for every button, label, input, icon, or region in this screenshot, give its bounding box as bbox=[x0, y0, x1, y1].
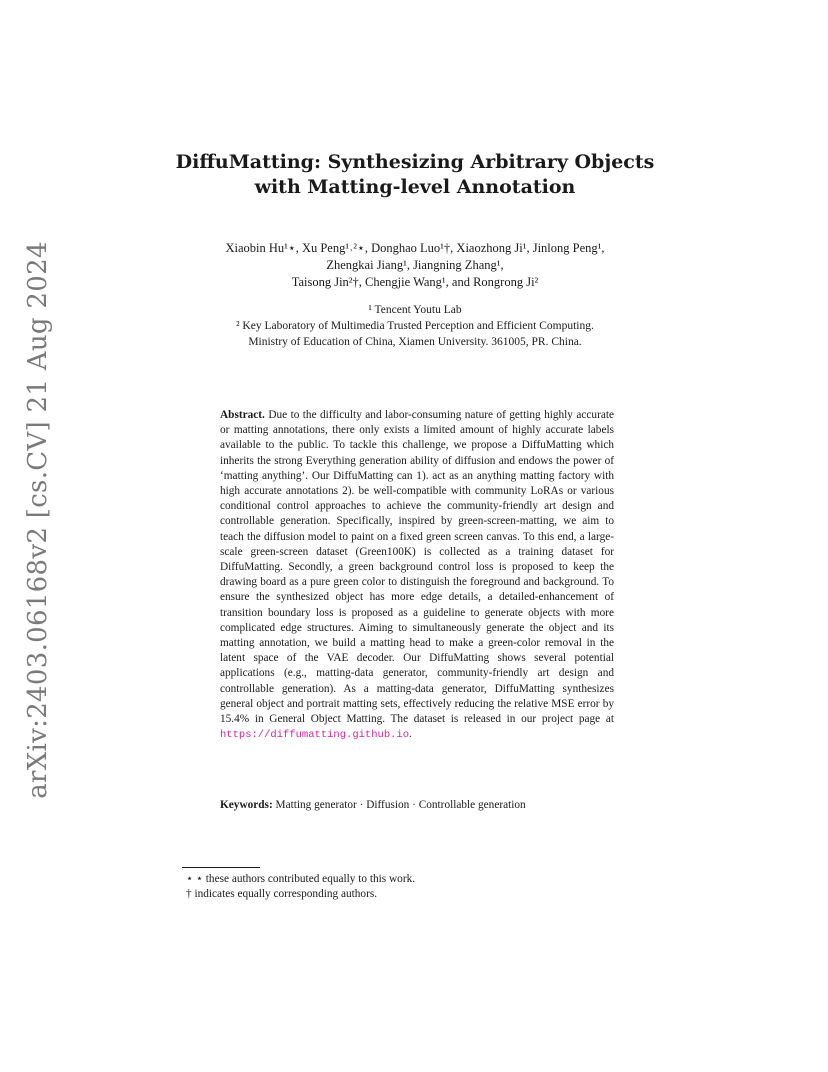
arxiv-side-stamp bbox=[18, 241, 58, 799]
project-page-link[interactable]: https://diffumatting.github.io bbox=[220, 729, 410, 742]
footnote-corresponding: † indicates equally corresponding authors. bbox=[186, 887, 378, 900]
arxiv-identifier: arXiv:2403.06168v2 [cs.CV] 21 Aug 2024 bbox=[23, 241, 54, 799]
footnote-equal-contribution: ⋆ ⋆ these authors contributed equally to this work. bbox=[186, 873, 416, 885]
title-line-1: DiffuMatting: Synthesizing Arbitrary Objects bbox=[175, 151, 655, 173]
affiliations bbox=[150, 302, 680, 350]
keywords bbox=[220, 798, 614, 813]
affiliation-line-1: ¹ Tencent Youtu Lab bbox=[368, 304, 462, 316]
footnotes bbox=[186, 872, 626, 901]
abstract-label: Abstract. bbox=[220, 409, 265, 421]
affiliation-line-2: ² Key Laboratory of Multimedia Trusted Perception and Efficient Computing. bbox=[236, 320, 594, 332]
author-list bbox=[150, 240, 680, 291]
author-line-1: Xiaobin Hu¹⋆, Xu Peng¹˒²⋆, Donghao Luo¹†, Xiaozhong Ji¹, Jinlong Peng¹, bbox=[225, 241, 605, 255]
keywords-text: Matting generator · Diffusion · Controllable generation bbox=[275, 799, 526, 811]
abstract-end: . bbox=[409, 728, 412, 741]
keywords-label: Keywords: bbox=[220, 799, 273, 811]
title-line-2: with Matting-level Annotation bbox=[254, 176, 576, 198]
author-line-2: Zhengkai Jiang¹, Jiangning Zhang¹, bbox=[326, 258, 504, 272]
abstract bbox=[220, 408, 614, 743]
footnote-rule bbox=[182, 867, 260, 868]
affiliation-line-3: Ministry of Education of China, Xiamen University. 361005, PR. China. bbox=[248, 336, 582, 348]
paper-title bbox=[150, 150, 680, 200]
abstract-text: Due to the difficulty and labor-consuming nature of getting highly accurate or matting annotations, there only exists a limited amount of highly accurate labels available to the public. To tackle this challenge, we propose a DiffuMatting which inherits the strong Everything generation ability of diffusion and endows the power of ‘matting anything’. Our DiffuMatting can 1). act as an anything matting factory with high accurate annotations 2). be well-compatible with community LoRAs or various conditional control approaches to achieve the community-friendly art design and controllable generation. Specifically, inspired by green-screen-matting, we aim to teach the diffusion model to paint on a fixed green screen canvas. To this end, a large-scale green-screen dataset (Green100K) is collected as a training dataset for DiffuMatting. Secondly, a green background control loss is proposed to keep the drawing board as a pure green color to distinguish the foreground and background. To ensure the synthesized object has more edge details, a detailed-enhancement of transition boundary loss is proposed as a guideline to generate objects with more complicated edge structures. Aiming to simultaneously generate the object and its matting annotation, we build a matting head to make a green-color removal in the latent space of the VAE decoder. Our DiffuMatting shows several potential applications (e.g., matting-data generator, community-friendly art design and controllable generation). As a matting-data generator, DiffuMatting synthesizes general object and portrait matting sets, effectively reducing the relative MSE error by 15.4% in General Object Matting. The dataset is released in our project page at bbox=[220, 409, 615, 726]
author-line-3: Taisong Jin²†, Chengjie Wang¹, and Rongrong Ji² bbox=[291, 275, 539, 289]
